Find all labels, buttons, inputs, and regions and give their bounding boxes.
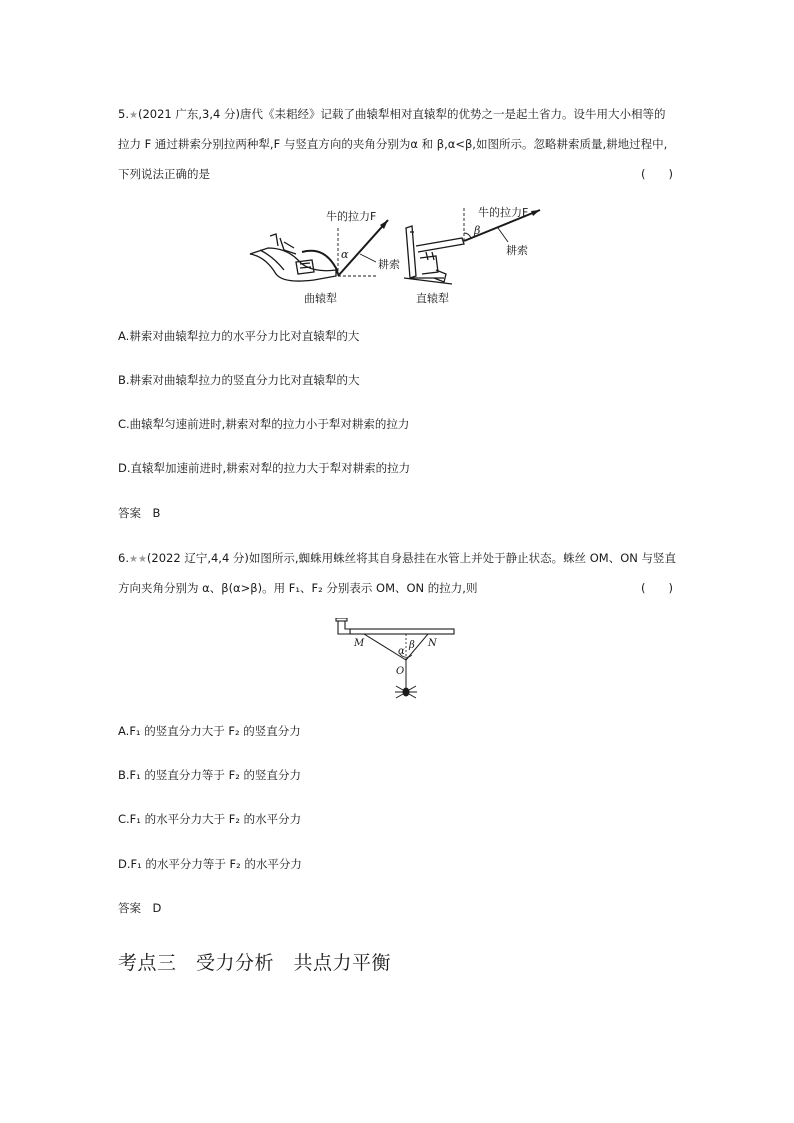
straight-rope-pointer [498, 228, 508, 242]
curved-plough-caption: 曲辕犁 [304, 292, 337, 305]
q6-option-a: A.F₁ 的竖直分力大于 F₂ 的竖直分力 [118, 724, 301, 738]
water-pipe [336, 618, 454, 634]
difficulty-star-icon: ★ [128, 110, 138, 121]
q5-text-1: (2021 广东,3,4 分)唐代《耒耜经》记载了曲辕犁相对直辕犁的优势之一是起土省力。设牛用大小相等的 [137, 107, 666, 121]
q5-line-1 [118, 106, 665, 124]
point-n-label: N [428, 638, 437, 649]
q6-answer-paren: ( ) [641, 581, 673, 595]
q5-answer-paren: ( ) [641, 167, 673, 181]
alpha-label: α [398, 646, 405, 657]
curved-rope-label: 耕索 [378, 258, 400, 271]
q6-option-b: B.F₁ 的竖直分力等于 F₂ 的竖直分力 [118, 768, 301, 782]
straight-rope-label: 耕索 [506, 244, 528, 257]
q6-spider-figure [334, 618, 458, 702]
q6-line-2: 方向夹角分别为 α、β(α>β)。用 F₁、F₂ 分别表示 OM、ON 的拉力,则 [118, 581, 478, 595]
point-m-label: M [354, 638, 365, 649]
q5-plough-figure [240, 198, 560, 310]
point-o-label: O [396, 666, 405, 677]
q5-number: 5. [118, 107, 129, 121]
q6-option-d: D.F₁ 的水平分力等于 F₂ 的水平分力 [118, 857, 302, 871]
straight-plough-caption: 直辕犁 [416, 292, 449, 305]
q6-answer: 答案 D [118, 901, 162, 915]
straight-force-arrowhead [531, 210, 540, 216]
q6-option-c: C.F₁ 的水平分力大于 F₂ 的水平分力 [118, 812, 302, 826]
q6-text-1: (2022 辽宁,4,4 分)如图所示,蜘蛛用蛛丝将其自身悬挂在水管上并处于静止状态。蛛丝 OM、ON 与竖直 [146, 551, 677, 565]
q5-option-c: C.曲辕犁匀速前进时,耕索对犁的拉力小于犁对耕索的拉力 [118, 417, 410, 431]
q6-line-1 [118, 550, 676, 568]
q5-option-b: B.耕索对曲辕犁拉力的竖直分力比对直辕犁的大 [118, 373, 360, 387]
curved-angle-label: α [341, 248, 349, 261]
curved-plough-drawing [250, 234, 338, 281]
curved-force-label: 牛的拉力F [326, 210, 377, 223]
q5-option-a: A.耕索对曲辕犁拉力的水平分力比对直辕犁的大 [118, 329, 360, 343]
q6-number: 6. [118, 551, 129, 565]
straight-force-label: 牛的拉力F [478, 206, 529, 219]
q5-answer: 答案 B [118, 506, 161, 520]
curved-rope-pointer [360, 254, 376, 262]
straight-plough-drawing [404, 226, 464, 284]
difficulty-star-icon: ★★ [128, 554, 147, 565]
straight-angle-label: β [474, 224, 481, 237]
straight-angle-arc [464, 233, 471, 238]
q5-line-2: 拉力 F 通过耕索分别拉两种犁,F 与竖直方向的夹角分别为α 和 β,α<β,如图所示。忽略耕索质量,耕地过程中, [118, 137, 668, 151]
beta-label: β [409, 640, 415, 651]
section-title: 考点三 受力分析 共点力平衡 [118, 952, 392, 974]
q5-line-3: 下列说法正确的是 [118, 167, 210, 181]
q5-option-d: D.直辕犁加速前进时,耕索对犁的拉力大于犁对耕索的拉力 [118, 461, 411, 475]
spider-icon [395, 686, 417, 698]
